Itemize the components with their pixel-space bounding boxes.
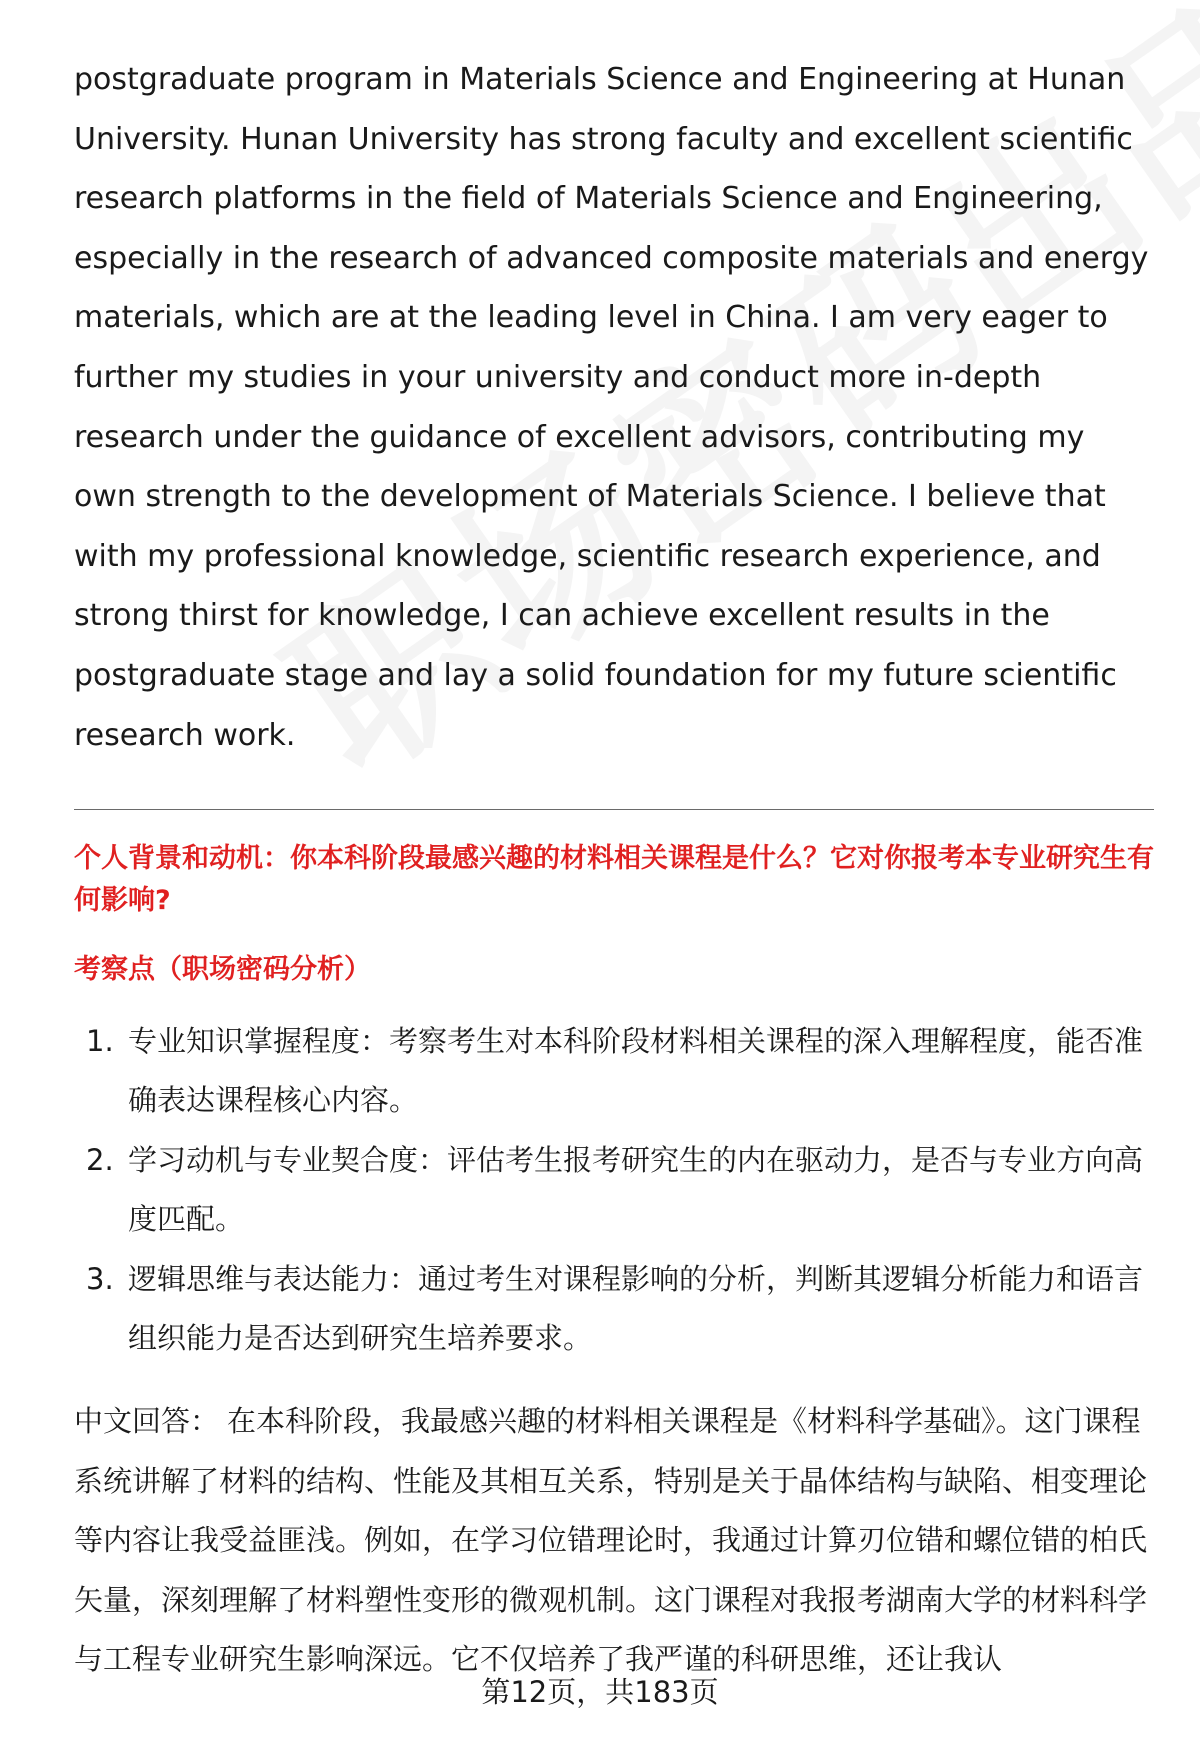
list-item xyxy=(74,1250,1154,1368)
answer-paragraph xyxy=(74,1392,1154,1690)
list-item-text: 逻辑思维与表达能力：通过考生对课程影响的分析，判断其逻辑分析能力和语言组织能力是否达到研究生培养要求。 xyxy=(128,1262,1144,1356)
question-heading: 个人背景和动机：你本科阶段最感兴趣的材料相关课程是什么？它对你报考本专业研究生有何影响? xyxy=(74,843,1154,917)
list-item-number: 1. xyxy=(86,1024,114,1059)
answer-label: 中文回答： xyxy=(74,1404,220,1439)
list-item-text: 专业知识掌握程度：考察考生对本科阶段材料相关课程的深入理解程度，能否准确表达课程核心内容。 xyxy=(128,1024,1144,1118)
list-item xyxy=(74,1131,1154,1249)
document-page xyxy=(74,50,1154,1690)
section-title: 考察点（职场密码分析） xyxy=(74,954,371,986)
list-item-text: 学习动机与专业契合度：评估考生报考研究生的内在驱动力，是否与专业方向高度匹配。 xyxy=(128,1143,1144,1237)
answer-text: 在本科阶段，我最感兴趣的材料相关课程是《材料科学基础》。这门课程系统讲解了材料的结构、性能及其相互关系，特别是关于晶体结构与缺陷、相变理论等内容让我受益匪浅。例如，在学习位错理论时，我通过计算刃位错和螺位错的柏氏矢量，深刻理解了材料塑性变形的微观机制。这门课程对我报考湖南大学的材料科学与工程专业研究生影响深远。它不仅培养了我严谨的科研思维，还让我认 xyxy=(74,1404,1148,1677)
intro-paragraph: postgraduate program in Materials Science and Engineering at Hunan University. Hunan University has strong faculty and excellent scientific research platforms in the field of Materials Science and Engineering, especially in the research of advanced composite materials and energy materials, which are at the leading level in China. I am very eager to further my studies in your university and conduct more in-depth research under the guidance of excellent advisors, contributing my own strength to the development of Materials Science. I believe that with my professional knowledge, scientific research experience, and strong thirst for knowledge, I can achieve excellent results in the postgraduate stage and lay a solid foundation for my future scientific research work. xyxy=(74,62,1149,753)
section-divider xyxy=(74,809,1154,810)
assessment-points-list xyxy=(74,1012,1154,1368)
list-item xyxy=(74,1012,1154,1130)
page-number-footer: 第12页，共183页 xyxy=(481,1675,719,1709)
list-item-number: 2. xyxy=(86,1143,114,1178)
list-item-number: 3. xyxy=(86,1262,114,1297)
